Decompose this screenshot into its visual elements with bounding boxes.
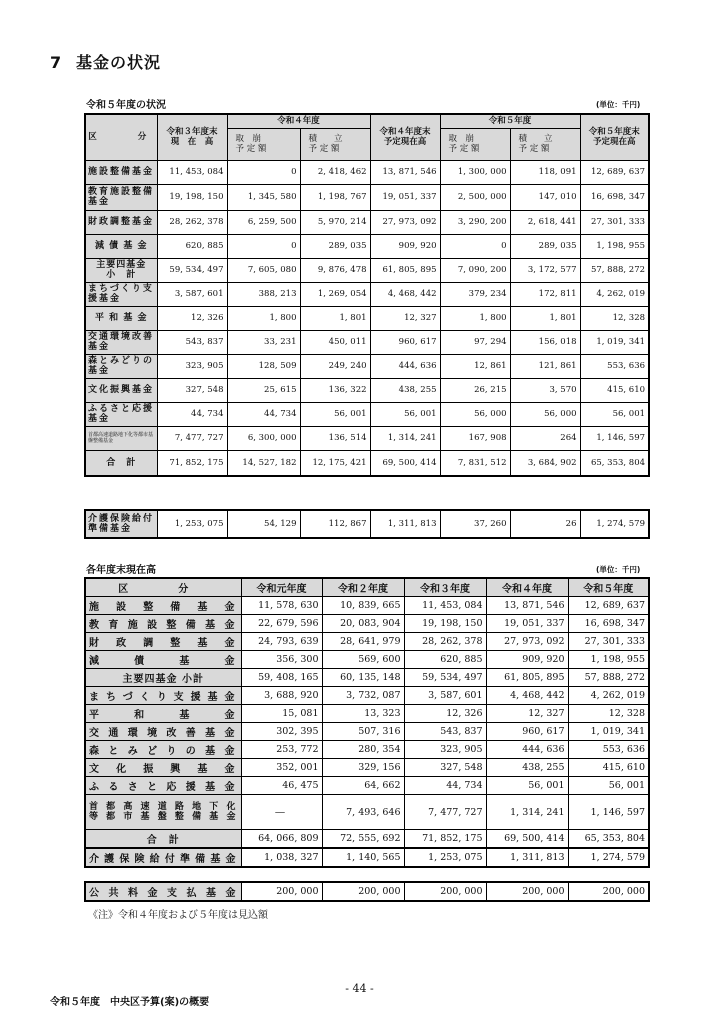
row-name: 交通環境改善基金: [85, 723, 241, 741]
table-row: [85, 615, 649, 633]
cell-value: 65, 353, 804: [580, 450, 649, 476]
cell-value: 72, 555, 692: [322, 830, 404, 849]
row-name: まちづくり支援基金: [85, 687, 241, 705]
cell-value: 12, 327: [370, 306, 440, 330]
cell-value: 12, 326: [157, 306, 227, 330]
header-r5-reserve: 積 立 予 定 額: [510, 128, 580, 160]
cell-value: 444, 636: [486, 741, 568, 759]
cell-value: 56, 000: [510, 402, 580, 426]
cell-value: 444, 636: [370, 354, 440, 378]
cell-value: 71, 852, 175: [157, 450, 227, 476]
row-name: 教育施設整備基金: [85, 615, 241, 633]
table-row: [85, 669, 649, 687]
cell-value: 3, 290, 200: [440, 210, 510, 234]
table-row: [85, 330, 649, 354]
cell-value: 11, 578, 630: [241, 597, 322, 615]
table-row: [85, 723, 649, 741]
cell-value: 1, 253, 075: [157, 510, 227, 538]
cell-value: 329, 156: [322, 759, 404, 777]
table-row: [85, 402, 649, 426]
cell-value: 118, 091: [510, 160, 580, 184]
table-row: [85, 633, 649, 651]
row-name: 介護保険給付準備基金: [85, 848, 241, 867]
cell-value: 3, 732, 087: [322, 687, 404, 705]
cell-value: 543, 837: [404, 723, 486, 741]
cell-value: 112, 867: [300, 510, 370, 538]
cell-value: 289, 035: [300, 234, 370, 258]
row-name: 交通環境改善基金: [85, 330, 157, 354]
cell-value: 61, 805, 895: [486, 669, 568, 687]
cell-value: 200, 000: [404, 882, 486, 901]
cell-value: 65, 353, 804: [568, 830, 649, 849]
table-row: [85, 848, 649, 867]
cell-value: 289, 035: [510, 234, 580, 258]
row-name: 施設整備基金: [85, 597, 241, 615]
yearend-header-year: 令和４年度: [486, 578, 568, 597]
cell-value: 59, 408, 165: [241, 669, 322, 687]
yearend-header-year: 令和３年度: [404, 578, 486, 597]
cell-value: 200, 000: [241, 882, 322, 901]
cell-value: 0: [227, 234, 300, 258]
table-row: [85, 741, 649, 759]
cell-value: 1, 019, 341: [580, 330, 649, 354]
cell-value: 6, 259, 500: [227, 210, 300, 234]
cell-value: 19, 198, 150: [157, 184, 227, 210]
cell-value: 69, 500, 414: [486, 830, 568, 849]
cell-value: 56, 001: [300, 402, 370, 426]
cell-value: 27, 301, 333: [580, 210, 649, 234]
row-name: 減債基金: [85, 651, 241, 669]
cell-value: 20, 083, 904: [322, 615, 404, 633]
cell-value: 56, 001: [568, 777, 649, 795]
table-row: [85, 306, 649, 330]
cell-value: 28, 641, 979: [322, 633, 404, 651]
header-category: 区 分: [85, 114, 157, 160]
cell-value: 16, 698, 347: [580, 184, 649, 210]
cell-value: 1, 345, 580: [227, 184, 300, 210]
row-name: 財政調整基金: [85, 633, 241, 651]
header-r4-group: 令和４年度: [227, 114, 370, 128]
cell-value: 1, 198, 767: [300, 184, 370, 210]
cell-value: 388, 213: [227, 282, 300, 306]
cell-value: 61, 805, 895: [370, 258, 440, 282]
cell-value: 4, 468, 442: [370, 282, 440, 306]
status-table-body: [85, 160, 649, 476]
cell-value: 323, 905: [404, 741, 486, 759]
cell-value: 553, 636: [568, 741, 649, 759]
header-r3-end: 令和３年度末 現 在 高: [157, 114, 227, 160]
cell-value: 46, 475: [241, 777, 322, 795]
table-row: [85, 426, 649, 450]
cell-value: 7, 605, 080: [227, 258, 300, 282]
cell-value: 59, 534, 497: [157, 258, 227, 282]
cell-value: 9, 876, 478: [300, 258, 370, 282]
cell-value: 200, 000: [322, 882, 404, 901]
row-name: 合 計: [85, 450, 157, 476]
cell-value: 12, 326: [404, 705, 486, 723]
cell-value: 44, 734: [404, 777, 486, 795]
cell-value: 3, 684, 902: [510, 450, 580, 476]
cell-value: 37, 260: [440, 510, 510, 538]
table-row: [85, 687, 649, 705]
cell-value: 438, 255: [486, 759, 568, 777]
yearend-table-caption: 各年度末現在高: [86, 565, 156, 576]
cell-value: 3, 587, 601: [404, 687, 486, 705]
table-row: [85, 777, 649, 795]
cell-value: 1, 314, 241: [370, 426, 440, 450]
cell-value: 44, 734: [227, 402, 300, 426]
row-name: 減 債 基 金: [85, 234, 157, 258]
cell-value: 620, 885: [157, 234, 227, 258]
cell-value: 5, 970, 214: [300, 210, 370, 234]
cell-value: 11, 453, 084: [157, 160, 227, 184]
cell-value: 1, 274, 579: [568, 848, 649, 867]
status-table: [84, 113, 650, 477]
cell-value: 1, 274, 579: [580, 510, 649, 538]
cell-value: 909, 920: [486, 651, 568, 669]
note: 《注》令和４年度および５年度は見込額: [88, 910, 268, 921]
cell-value: 1, 198, 955: [580, 234, 649, 258]
cell-value: 27, 973, 092: [370, 210, 440, 234]
cell-value: 172, 811: [510, 282, 580, 306]
cell-value: 136, 514: [300, 426, 370, 450]
cell-value: 56, 001: [580, 402, 649, 426]
cell-value: 415, 610: [580, 378, 649, 402]
cell-value: 1, 801: [510, 306, 580, 330]
table-row: [85, 651, 649, 669]
row-name: 首都高速道路地下化 等都市基盤整備基金: [85, 795, 241, 830]
cell-value: 57, 888, 272: [568, 669, 649, 687]
table-row: [85, 759, 649, 777]
cell-value: 1, 146, 597: [568, 795, 649, 830]
cell-value: 1, 019, 341: [568, 723, 649, 741]
cell-value: 0: [440, 234, 510, 258]
cell-value: 1, 801: [300, 306, 370, 330]
cell-value: 356, 300: [241, 651, 322, 669]
cell-value: 3, 587, 601: [157, 282, 227, 306]
cell-value: 13, 871, 546: [370, 160, 440, 184]
row-name: 主要四基金 小計: [85, 669, 241, 687]
table-row: [85, 795, 649, 830]
cell-value: 69, 500, 414: [370, 450, 440, 476]
cell-value: 156, 018: [510, 330, 580, 354]
cell-value: 10, 839, 665: [322, 597, 404, 615]
cell-value: 450, 011: [300, 330, 370, 354]
cell-value: 13, 871, 546: [486, 597, 568, 615]
cell-value: 302, 395: [241, 723, 322, 741]
cell-value: 56, 000: [440, 402, 510, 426]
row-name: 介護保険給付準備基金: [85, 510, 157, 538]
page-number: - 44 -: [345, 982, 374, 995]
cell-value: 7, 831, 512: [440, 450, 510, 476]
cell-value: ―: [241, 795, 322, 830]
cell-value: 12, 175, 421: [300, 450, 370, 476]
cell-value: 6, 300, 000: [227, 426, 300, 450]
row-name: 森とみどりの基金: [85, 741, 241, 759]
cell-value: 2, 618, 441: [510, 210, 580, 234]
cell-value: 12, 327: [486, 705, 568, 723]
yearend-extra-body: [85, 848, 649, 901]
header-r4-end: 令和４年度末 予定現在高: [370, 114, 440, 160]
table-row: [85, 378, 649, 402]
cell-value: 28, 262, 378: [404, 633, 486, 651]
cell-value: 64, 662: [322, 777, 404, 795]
row-name: 合 計: [85, 830, 241, 849]
row-name: 主要四基金 小 計: [85, 258, 157, 282]
cell-value: 264: [510, 426, 580, 450]
cell-value: 11, 453, 084: [404, 597, 486, 615]
yearend-header-row: [85, 578, 649, 597]
header-r5-group: 令和５年度: [440, 114, 580, 128]
table-row: [85, 282, 649, 306]
yearend-extra-table: [84, 847, 650, 902]
cell-value: 27, 301, 333: [568, 633, 649, 651]
footer: 令和５年度 中央区予算(案)の概要: [50, 997, 210, 1008]
cell-value: 26: [510, 510, 580, 538]
cell-value: 379, 234: [440, 282, 510, 306]
cell-value: 7, 477, 727: [404, 795, 486, 830]
cell-value: 25, 615: [227, 378, 300, 402]
row-name: ふるさと応援基金: [85, 777, 241, 795]
table-row: [85, 830, 649, 849]
table-row: [85, 210, 649, 234]
cell-value: 71, 852, 175: [404, 830, 486, 849]
cell-value: 1, 311, 813: [486, 848, 568, 867]
yearend-table: [84, 577, 650, 849]
cell-value: 27, 973, 092: [486, 633, 568, 651]
cell-value: 280, 354: [322, 741, 404, 759]
cell-value: 253, 772: [241, 741, 322, 759]
cell-value: 33, 231: [227, 330, 300, 354]
cell-value: 7, 477, 727: [157, 426, 227, 450]
section-title: [50, 50, 161, 73]
cell-value: 16, 698, 347: [568, 615, 649, 633]
cell-value: 0: [227, 160, 300, 184]
cell-value: 12, 328: [568, 705, 649, 723]
section-number: 7: [50, 53, 63, 72]
cell-value: 4, 262, 019: [568, 687, 649, 705]
row-name: 平和基金: [85, 705, 241, 723]
cell-value: 909, 920: [370, 234, 440, 258]
cell-value: 438, 255: [370, 378, 440, 402]
cell-value: 1, 269, 054: [300, 282, 370, 306]
cell-value: 553, 636: [580, 354, 649, 378]
cell-value: 569, 600: [322, 651, 404, 669]
status-table-caption: 令和５年度の状況: [86, 100, 166, 111]
cell-value: 56, 001: [486, 777, 568, 795]
cell-value: 1, 146, 597: [580, 426, 649, 450]
cell-value: 64, 066, 809: [241, 830, 322, 849]
header-r5-withdraw: 取 崩 予 定 額: [440, 128, 510, 160]
header-r5-end: 令和５年度末 予定現在高: [580, 114, 649, 160]
table-row: [85, 450, 649, 476]
row-name: 文化振興基金: [85, 759, 241, 777]
cell-value: 2, 500, 000: [440, 184, 510, 210]
cell-value: 3, 172, 577: [510, 258, 580, 282]
table-row: [85, 705, 649, 723]
row-name: 財政調整基金: [85, 210, 157, 234]
row-name: 公共料金支払基金: [85, 882, 241, 901]
row-name: 平 和 基 金: [85, 306, 157, 330]
cell-value: 14, 527, 182: [227, 450, 300, 476]
cell-value: 54, 129: [227, 510, 300, 538]
cell-value: 249, 240: [300, 354, 370, 378]
cell-value: 2, 418, 462: [300, 160, 370, 184]
cell-value: 323, 905: [157, 354, 227, 378]
row-name: ふるさと応援基金: [85, 402, 157, 426]
cell-value: 4, 262, 019: [580, 282, 649, 306]
cell-value: 200, 000: [568, 882, 649, 901]
yearend-header-year: 令和５年度: [568, 578, 649, 597]
yearend-header-category: 区 分: [85, 578, 241, 597]
row-name: まちづくり支援基金: [85, 282, 157, 306]
cell-value: 19, 198, 150: [404, 615, 486, 633]
cell-value: 19, 051, 337: [370, 184, 440, 210]
cell-value: 128, 509: [227, 354, 300, 378]
cell-value: 1, 311, 813: [370, 510, 440, 538]
cell-value: 3, 688, 920: [241, 687, 322, 705]
table-row: [85, 184, 649, 210]
cell-value: 13, 323: [322, 705, 404, 723]
status-extra-table: [84, 509, 650, 539]
yearend-header-year: 令和２年度: [322, 578, 404, 597]
cell-value: 1, 800: [227, 306, 300, 330]
cell-value: 3, 570: [510, 378, 580, 402]
cell-value: 60, 135, 148: [322, 669, 404, 687]
cell-value: 12, 861: [440, 354, 510, 378]
cell-value: 121, 861: [510, 354, 580, 378]
cell-value: 26, 215: [440, 378, 510, 402]
cell-value: 28, 262, 378: [157, 210, 227, 234]
cell-value: 1, 253, 075: [404, 848, 486, 867]
row-name: 施設整備基金: [85, 160, 157, 184]
cell-value: 620, 885: [404, 651, 486, 669]
cell-value: 15, 081: [241, 705, 322, 723]
row-name: 文化振興基金: [85, 378, 157, 402]
cell-value: 352, 001: [241, 759, 322, 777]
cell-value: 136, 322: [300, 378, 370, 402]
cell-value: 200, 000: [486, 882, 568, 901]
cell-value: 543, 837: [157, 330, 227, 354]
cell-value: 1, 038, 327: [241, 848, 322, 867]
cell-value: 97, 294: [440, 330, 510, 354]
cell-value: 4, 468, 442: [486, 687, 568, 705]
row-name: 首都高速道路地下化等都市基盤整備基金: [85, 426, 157, 450]
yearend-header-year: 令和元年度: [241, 578, 322, 597]
cell-value: 1, 198, 955: [568, 651, 649, 669]
cell-value: 57, 888, 272: [580, 258, 649, 282]
table-row: [85, 510, 649, 538]
cell-value: 1, 300, 000: [440, 160, 510, 184]
cell-value: 415, 610: [568, 759, 649, 777]
cell-value: 7, 493, 646: [322, 795, 404, 830]
cell-value: 56, 001: [370, 402, 440, 426]
cell-value: 1, 800: [440, 306, 510, 330]
table-row: [85, 160, 649, 184]
cell-value: 22, 679, 596: [241, 615, 322, 633]
cell-value: 167, 908: [440, 426, 510, 450]
header-r4-reserve: 積 立 予 定 額: [300, 128, 370, 160]
yearend-table-unit: (単位：千円): [596, 565, 641, 574]
cell-value: 59, 534, 497: [404, 669, 486, 687]
table-row: [85, 354, 649, 378]
table-row: [85, 258, 649, 282]
row-name: 教育施設整備基金: [85, 184, 157, 210]
table-row: [85, 597, 649, 615]
cell-value: 327, 548: [157, 378, 227, 402]
cell-value: 507, 316: [322, 723, 404, 741]
table-row: [85, 234, 649, 258]
cell-value: 12, 689, 637: [568, 597, 649, 615]
cell-value: 19, 051, 337: [486, 615, 568, 633]
cell-value: 44, 734: [157, 402, 227, 426]
cell-value: 12, 689, 637: [580, 160, 649, 184]
table-row: [85, 882, 649, 901]
yearend-table-body: [85, 597, 649, 849]
row-gap: [85, 867, 649, 882]
cell-value: 327, 548: [404, 759, 486, 777]
row-name: 森とみどりの基金: [85, 354, 157, 378]
cell-value: 7, 090, 200: [440, 258, 510, 282]
cell-value: 960, 617: [370, 330, 440, 354]
cell-value: 960, 617: [486, 723, 568, 741]
cell-value: 1, 314, 241: [486, 795, 568, 830]
cell-value: 1, 140, 565: [322, 848, 404, 867]
cell-value: 24, 793, 639: [241, 633, 322, 651]
cell-value: 12, 328: [580, 306, 649, 330]
section-title-text: 基金の状況: [76, 53, 162, 72]
cell-value: 147, 010: [510, 184, 580, 210]
status-table-unit: (単位：千円): [596, 100, 641, 109]
header-r4-withdraw: 取 崩 予 定 額: [227, 128, 300, 160]
